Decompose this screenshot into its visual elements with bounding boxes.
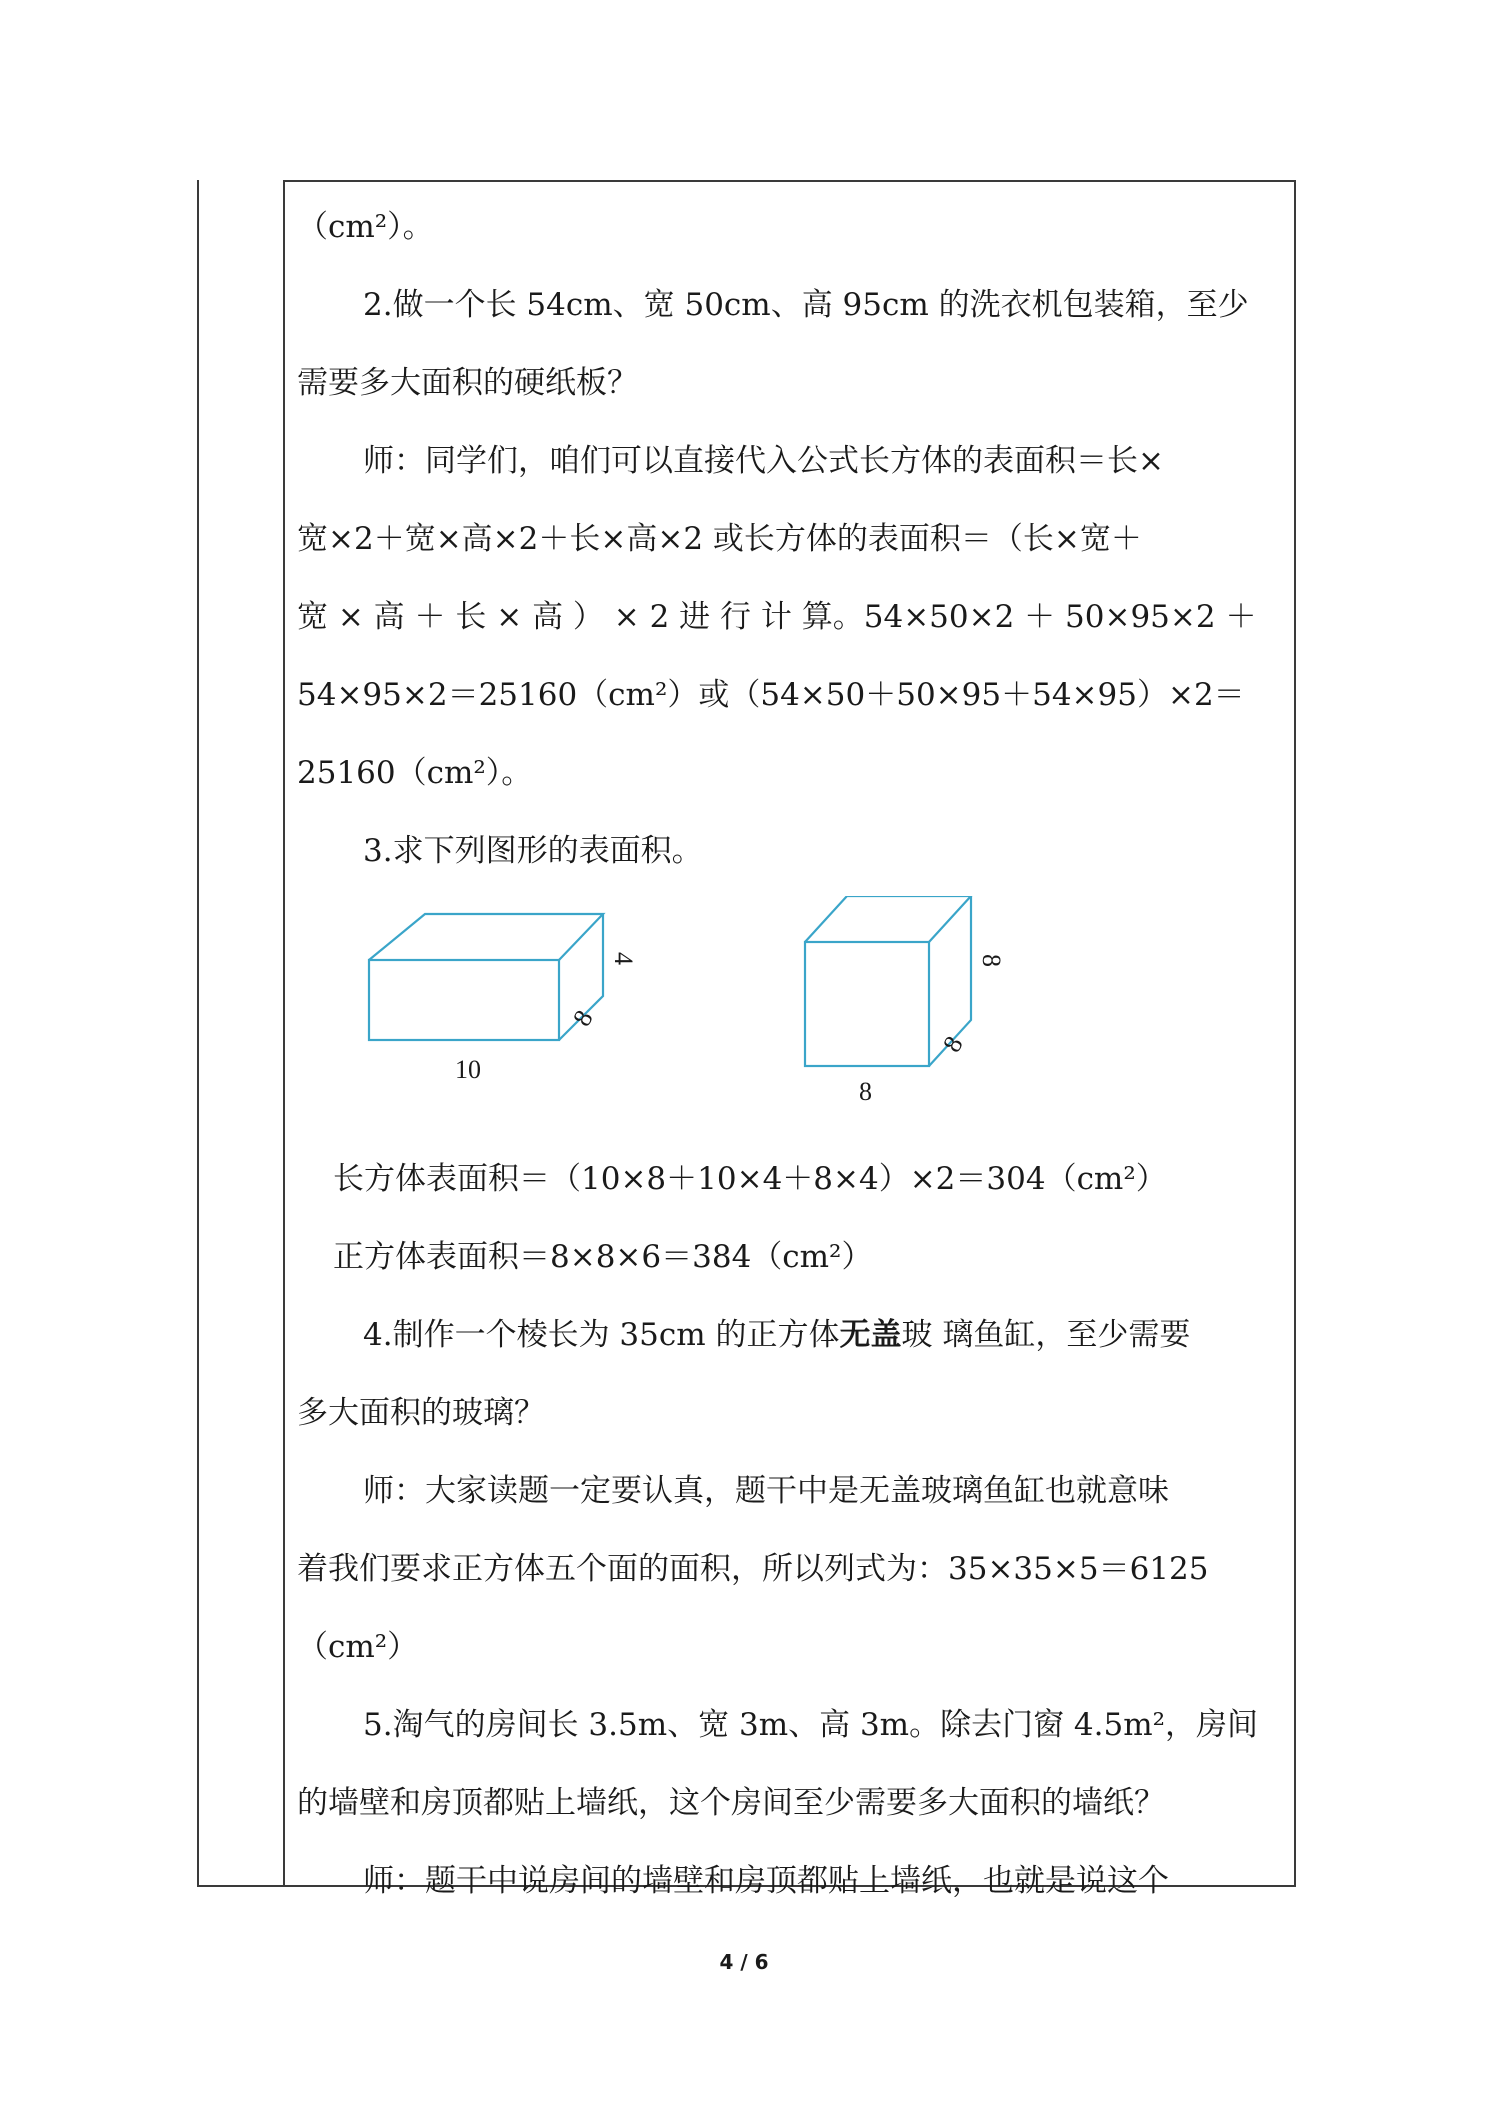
- cuboid-height-label: 4: [609, 952, 638, 965]
- cube-front-face: [805, 942, 929, 1066]
- page-number: 4 / 6: [719, 1950, 769, 1974]
- solid-figures: [357, 896, 1117, 1136]
- text-line: 宽×2＋宽×高×2＋长×高×2 或长方体的表面积＝（长×宽＋: [297, 521, 1142, 557]
- cube-top-face: [805, 896, 971, 942]
- cuboid-figure: [369, 914, 603, 1040]
- text-line: 25160（cm²）。: [297, 755, 533, 791]
- table-top-border: [283, 180, 1296, 182]
- question-3: 3.求下列图形的表面积。: [363, 833, 703, 869]
- cube-length-label: 8: [859, 1077, 872, 1106]
- table-column-divider: [283, 180, 285, 1887]
- question-2: 2.做一个长 54cm、宽 50cm、高 95cm 的洗衣机包装箱，至少: [363, 287, 1249, 323]
- teacher-remark: 师：同学们，咱们可以直接代入公式长方体的表面积＝长×: [363, 443, 1164, 479]
- question-4-text: 玻 璃鱼缸，至少需要: [901, 1317, 1191, 1353]
- text-line: 宽 × 高 ＋ 长 × 高 ） × 2 进 行 计 算。54×50×2 ＋ 50×95×2 ＋: [297, 599, 1257, 635]
- table-left-border: [197, 180, 199, 1887]
- cuboid-width-label: 8: [567, 1005, 599, 1031]
- question-4-emphasis: 无盖: [839, 1317, 902, 1353]
- question-4-text: 4.制作一个棱长为 35cm 的正方体: [363, 1317, 840, 1353]
- text-line: 需要多大面积的硬纸板？: [297, 365, 638, 401]
- text-line: 多大面积的玻璃？: [297, 1395, 545, 1431]
- cube-calculation: 正方体表面积＝8×8×6＝384（cm²）: [333, 1239, 873, 1275]
- teacher-remark: 师：题干中说房间的墙壁和房顶都贴上墙纸，也就是说这个: [363, 1863, 1169, 1899]
- figures: [297, 890, 1287, 1140]
- text-line: 着我们要求正方体五个面的面积，所以列式为：35×35×5＝6125: [297, 1551, 1209, 1587]
- text-line: 的墙壁和房顶都贴上墙纸，这个房间至少需要多大面积的墙纸？: [297, 1785, 1165, 1821]
- cell-content: [297, 188, 1287, 1920]
- text-line: （cm²）。: [297, 209, 434, 245]
- cuboid-top-face: [369, 914, 603, 960]
- cube-height-label: 8: [977, 954, 1006, 967]
- table-right-border: [1294, 180, 1296, 1887]
- cuboid-length-label: 10: [455, 1055, 481, 1084]
- cuboid-front-face: [369, 960, 559, 1040]
- cuboid-calculation: 长方体表面积＝（10×8＋10×4＋8×4）×2＝304（cm²）: [333, 1161, 1167, 1197]
- text-line: （cm²）: [297, 1629, 419, 1665]
- text-line: 54×95×2＝25160（cm²）或（54×50＋50×95＋54×95）×2＝: [297, 677, 1245, 713]
- question-4: [297, 1296, 1287, 1374]
- question-5: 5.淘气的房间长 3.5m、宽 3m、高 3m。除去门窗 4.5m²，房间: [363, 1707, 1259, 1743]
- teacher-remark: 师：大家读题一定要认真，题干中是无盖玻璃鱼缸也就意味: [363, 1473, 1169, 1509]
- cube-width-label: 8: [937, 1031, 969, 1057]
